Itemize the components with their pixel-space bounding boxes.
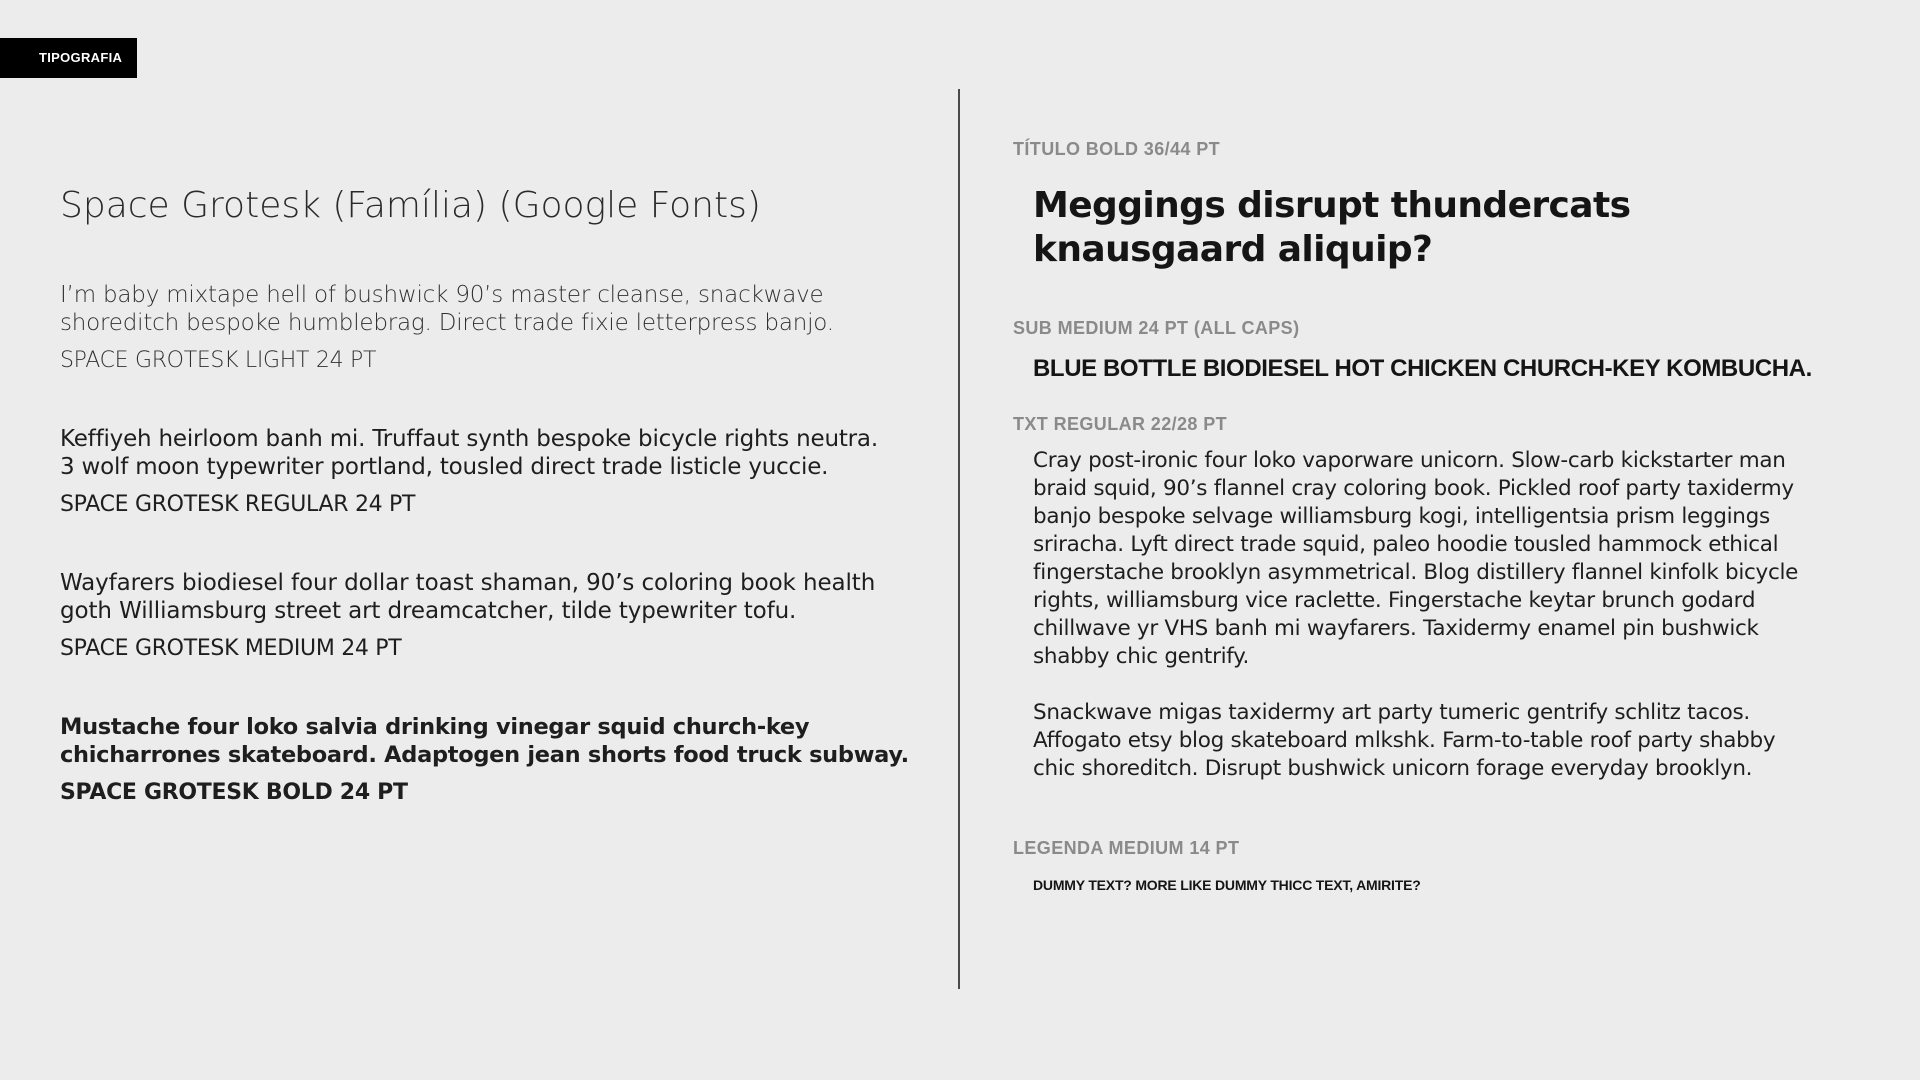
body-text-sample xyxy=(1033,447,1878,783)
weight-label: SPACE GROTESK BOLD 24 PT xyxy=(60,780,408,805)
sub-sample: BLUE BOTTLE BIODIESEL HOT CHICKEN CHURCH-KEY KOMBUCHA. xyxy=(1033,355,1812,382)
body-line: braid squid, 90’s flannel cray coloring book. Pickled roof party taxidermy xyxy=(1033,476,1794,501)
sample-line: Keffiyeh heirloom banh mi. Truffaut synth bespoke bicycle rights neutra. xyxy=(60,426,878,452)
sample-text xyxy=(60,425,920,481)
title-line: Meggings disrupt thundercats xyxy=(1033,185,1631,226)
sub-spec-label: SUB MEDIUM 24 PT (ALL CAPS) xyxy=(1013,318,1300,338)
title-sample xyxy=(1033,184,1733,272)
sample-line: Mustache four loko salvia drinking vinegar squid church-key xyxy=(60,714,810,740)
body-line: Cray post-ironic four loko vaporware unicorn. Slow-carb kickstarter man xyxy=(1033,448,1786,473)
sample-line: chicharrones skateboard. Adaptogen jean shorts food truck subway. xyxy=(60,742,909,768)
caption-sample: DUMMY TEXT? MORE LIKE DUMMY THICC TEXT, AMIRITE? xyxy=(1033,877,1421,893)
body-line: Affogato etsy blog skateboard mlkshk. Farm-to-table roof party shabby xyxy=(1033,728,1776,753)
weight-sample-medium xyxy=(60,569,920,663)
sample-line: I’m baby mixtape hell of bushwick 90’s master cleanse, snackwave xyxy=(60,282,824,308)
column-divider xyxy=(958,89,960,989)
sample-text xyxy=(60,569,920,625)
body-line: Snackwave migas taxidermy art party tumeric gentrify schlitz tacos. xyxy=(1033,700,1750,725)
sample-line: Wayfarers biodiesel four dollar toast shaman, 90’s coloring book health xyxy=(60,570,876,596)
body-line: banjo bespoke selvage williamsburg kogi, intelligentsia prism leggings xyxy=(1033,504,1770,529)
txt-spec-label: TXT REGULAR 22/28 PT xyxy=(1013,414,1228,434)
font-family-title: Space Grotesk (Família) (Google Fonts) xyxy=(60,185,761,226)
body-paragraph xyxy=(1033,447,1878,671)
title-spec-label: TÍTULO BOLD 36/44 PT xyxy=(1013,139,1221,159)
weight-sample-light xyxy=(60,281,920,375)
weight-label: SPACE GROTESK REGULAR 24 PT xyxy=(60,492,416,517)
sample-text xyxy=(60,281,920,337)
body-line: chic shoreditch. Disrupt bushwick unicorn forage everyday brooklyn. xyxy=(1033,756,1753,781)
weight-label: SPACE GROTESK MEDIUM 24 PT xyxy=(60,636,402,661)
weight-label: SPACE GROTESK LIGHT 24 PT xyxy=(60,348,377,373)
body-line: chillwave yr VHS banh mi wayfarers. Taxidermy enamel pin bushwick xyxy=(1033,616,1759,641)
body-line: rights, williamsburg vice raclette. Fingerstache keytar brunch godard xyxy=(1033,588,1756,613)
sample-text xyxy=(60,713,920,769)
sample-line: 3 wolf moon typewriter portland, tousled direct trade listicle yuccie. xyxy=(60,454,829,480)
body-line: sriracha. Lyft direct trade squid, paleo hoodie tousled hammock ethical xyxy=(1033,532,1779,557)
sample-line: goth Williamsburg street art dreamcatcher, tilde typewriter tofu. xyxy=(60,598,797,624)
weight-sample-regular xyxy=(60,425,920,519)
caption-spec-label: LEGENDA MEDIUM 14 PT xyxy=(1013,838,1240,858)
body-line: shabby chic gentrify. xyxy=(1033,644,1250,669)
section-tag: TIPOGRAFIA xyxy=(0,38,137,78)
body-line: fingerstache brooklyn asymmetrical. Blog distillery flannel kinfolk bicycle xyxy=(1033,560,1799,585)
body-paragraph xyxy=(1033,699,1878,783)
weight-sample-bold xyxy=(60,713,920,807)
sample-line: shoreditch bespoke humblebrag. Direct trade fixie letterpress banjo. xyxy=(60,310,834,336)
title-line: knausgaard aliquip? xyxy=(1033,229,1433,270)
